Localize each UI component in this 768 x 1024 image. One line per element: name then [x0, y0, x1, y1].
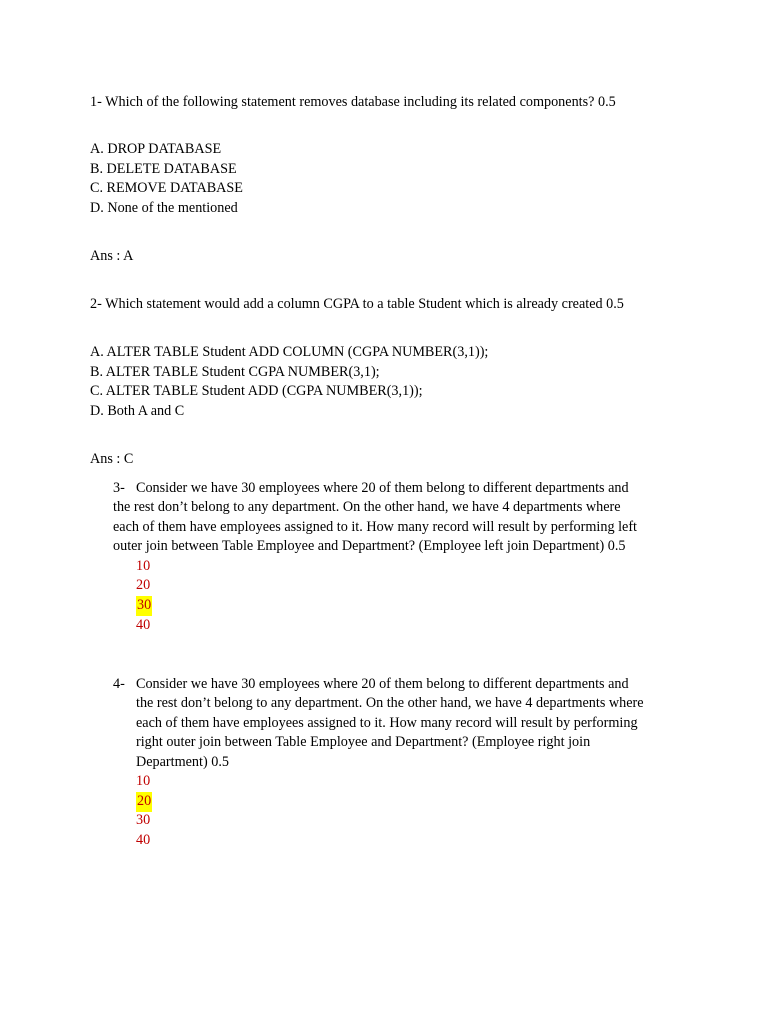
question-4-option-3-label: 30	[136, 812, 151, 828]
question-4-option-1-label: 10	[136, 773, 151, 789]
question-4-option-1	[136, 772, 150, 792]
question-4-number: 4-	[113, 676, 125, 692]
question-4-option-3	[136, 811, 150, 831]
question-1-option-b: B. DELETE DATABASE	[90, 161, 237, 177]
question-2-answer: Ans : C	[90, 451, 134, 467]
question-4-line-2: the rest don’t belong to any department. On the other hand, we have 4 departments where	[136, 695, 644, 711]
question-4-line-5: Department) 0.5	[136, 754, 229, 770]
question-1-option-a: A. DROP DATABASE	[90, 141, 222, 157]
question-1-text: 1- Which of the following statement removes database including its related components? 0.5	[90, 94, 616, 110]
question-2-option-b: B. ALTER TABLE Student CGPA NUMBER(3,1);	[90, 364, 380, 380]
question-3-line-3: each of them have employees assigned to it. How many record will result by performing left	[113, 519, 637, 535]
question-1-option-c: C. REMOVE DATABASE	[90, 180, 243, 196]
question-3-line-1: Consider we have 30 employees where 20 of them belong to different departments and	[136, 480, 629, 496]
question-3-option-1	[136, 557, 150, 577]
question-4-option-2-highlighted-label: 20	[136, 792, 152, 812]
question-3-number: 3-	[113, 480, 125, 496]
question-3-option-4	[136, 616, 150, 636]
question-4-line-1: Consider we have 30 employees where 20 of them belong to different departments and	[136, 676, 629, 692]
question-3-option-4-label: 40	[136, 617, 151, 633]
question-3-option-3-highlighted-label: 30	[136, 596, 152, 616]
question-3-line-2: the rest don’t belong to any department. On the other hand, we have 4 departments where	[113, 499, 621, 515]
question-3-option-3	[136, 596, 152, 616]
question-4-option-4	[136, 831, 150, 851]
question-3-option-2	[136, 576, 150, 596]
question-4-line-4: right outer join between Table Employee and Department? (Employee right join	[136, 734, 591, 750]
question-2-option-c: C. ALTER TABLE Student ADD (CGPA NUMBER(3,1));	[90, 383, 423, 399]
question-3-option-2-label: 20	[136, 577, 151, 593]
question-2-text: 2- Which statement would add a column CGPA to a table Student which is already created 0.5	[90, 296, 624, 312]
question-3-option-1-label: 10	[136, 558, 151, 574]
question-1-answer: Ans : A	[90, 248, 134, 264]
question-4-option-4-label: 40	[136, 832, 151, 848]
question-2-option-d: D. Both A and C	[90, 403, 185, 419]
question-2-option-a: A. ALTER TABLE Student ADD COLUMN (CGPA NUMBER(3,1));	[90, 344, 489, 360]
question-4-line-3: each of them have employees assigned to it. How many record will result by performing	[136, 715, 638, 731]
question-3-line-4: outer join between Table Employee and Department? (Employee left join Department) 0.5	[113, 538, 626, 554]
question-4-option-2	[136, 792, 152, 812]
question-1-option-d: D. None of the mentioned	[90, 200, 238, 216]
